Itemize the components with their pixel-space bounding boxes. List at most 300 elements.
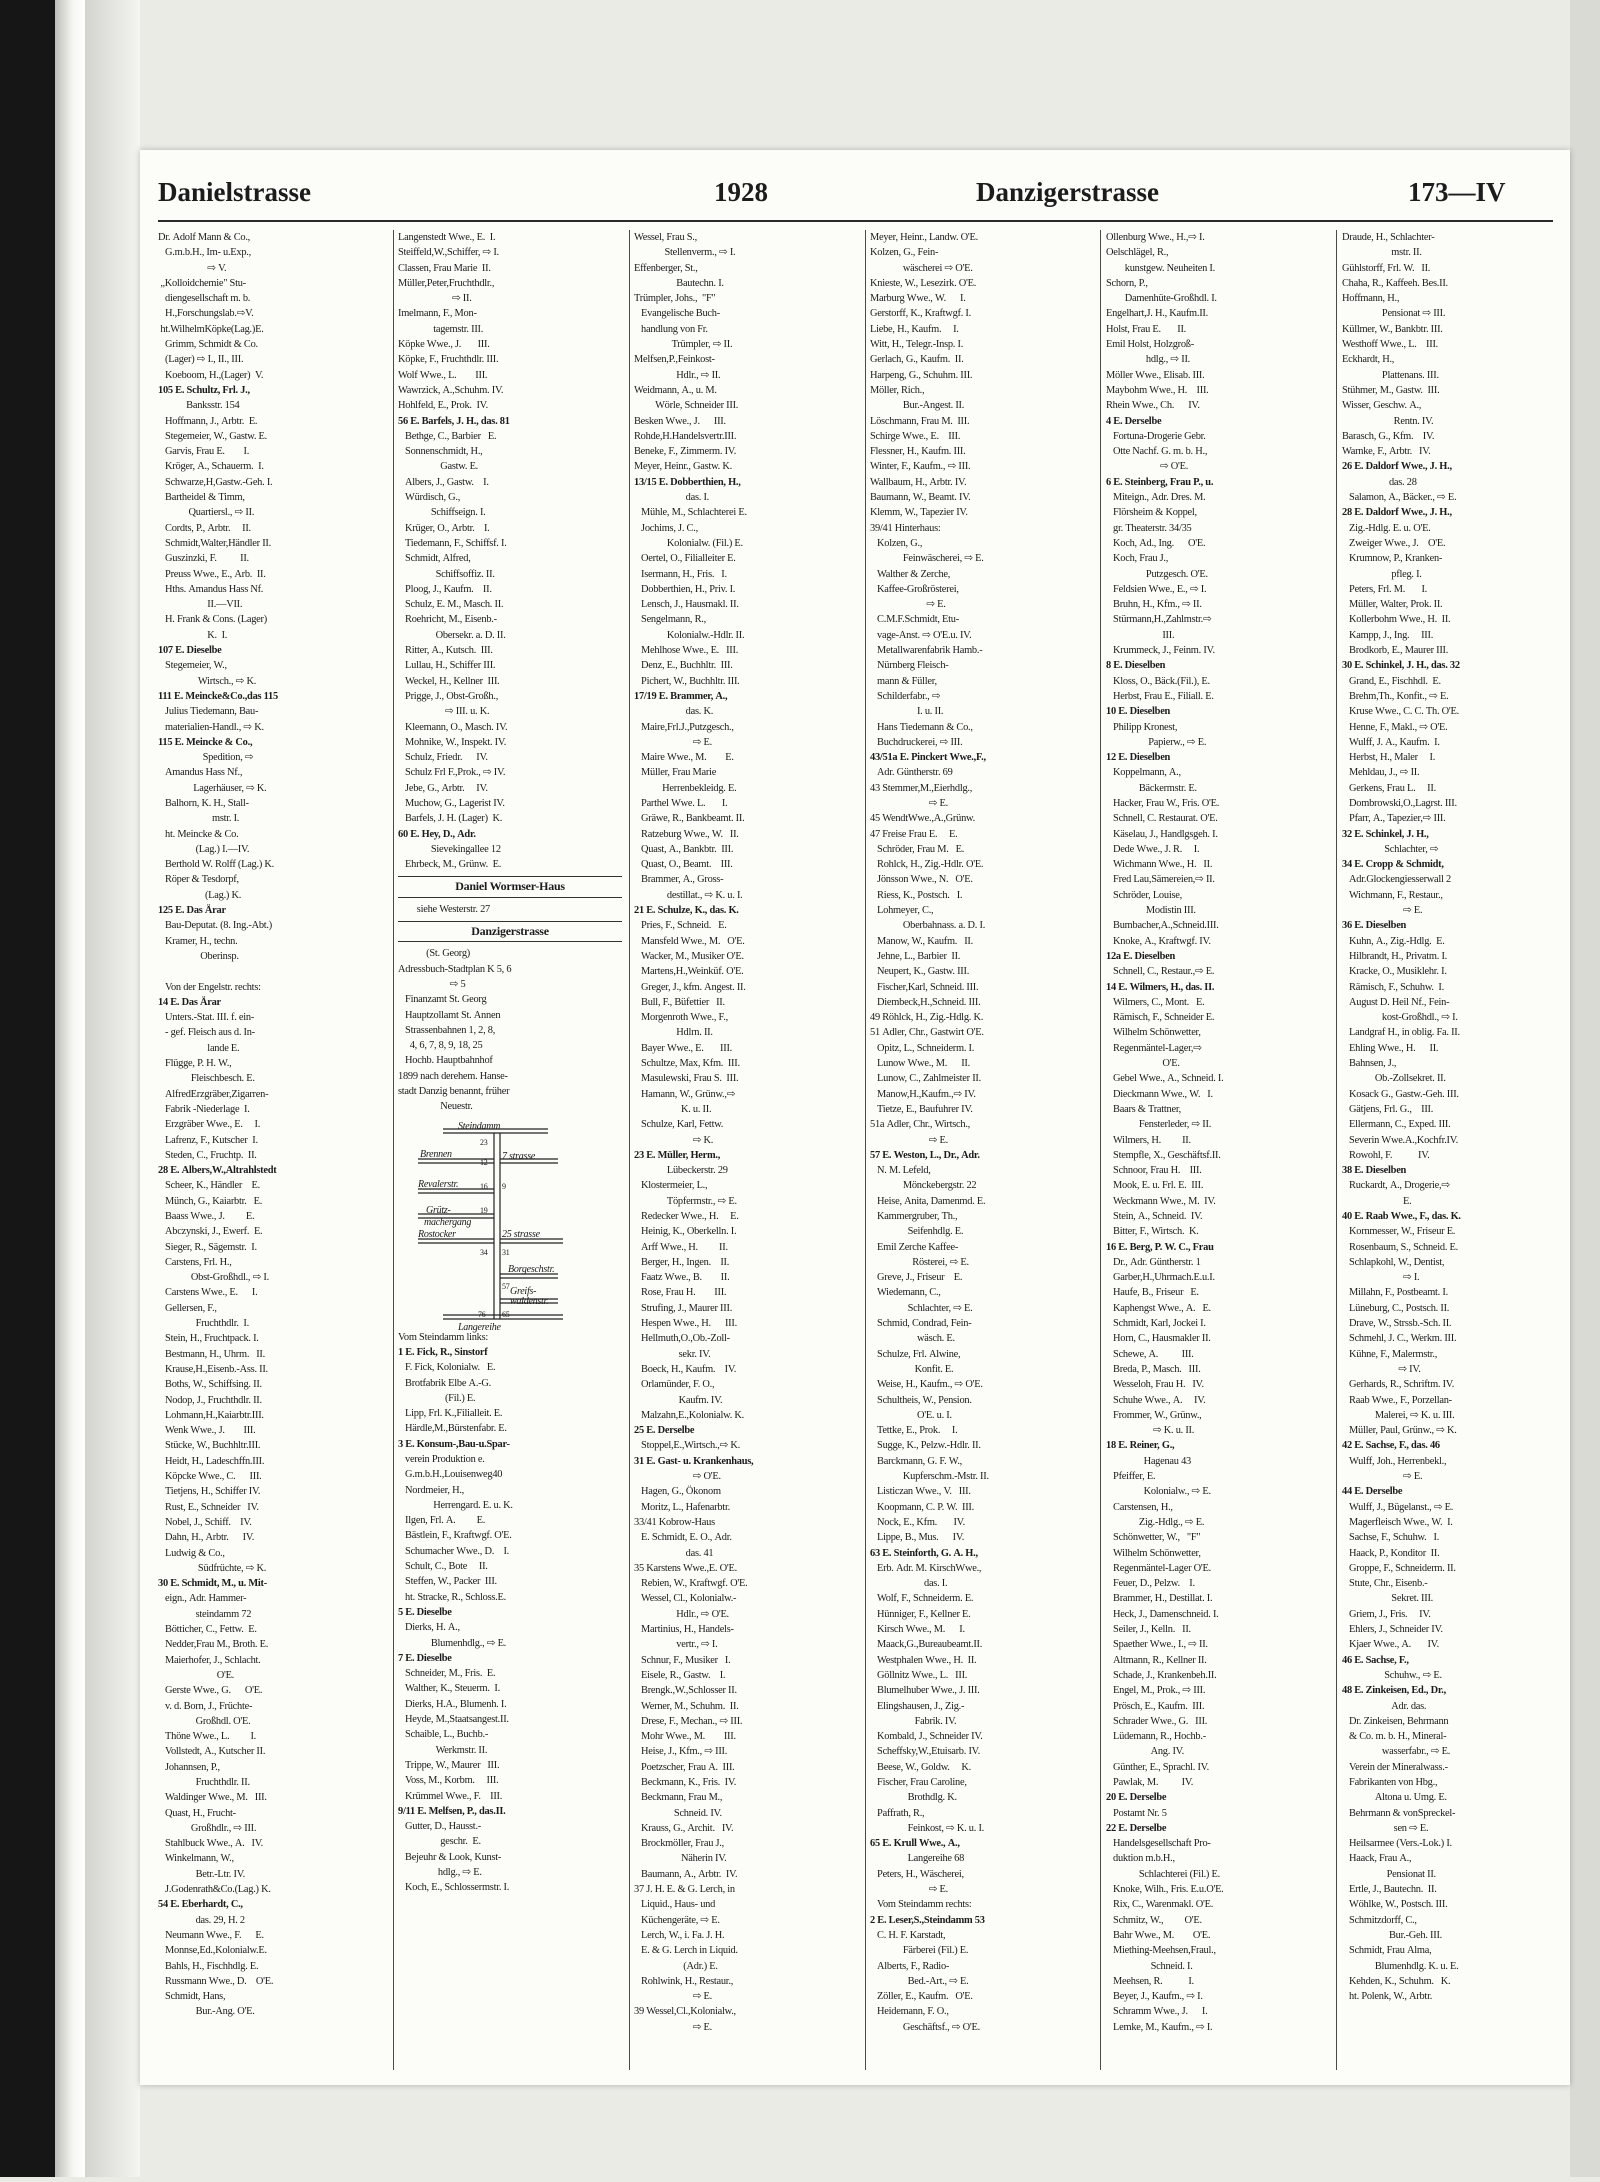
directory-entry: (Fil.) E.: [398, 1392, 476, 1404]
directory-entry: Stahlbuck Wwe., A. IV.: [158, 1838, 264, 1850]
directory-entry: Fortuna-Drogerie Gebr.: [1106, 430, 1206, 442]
directory-entry: Amandus Hass Nf.,: [158, 767, 243, 779]
directory-entry: ⇨ V.: [158, 262, 227, 274]
directory-entry: Besken Wwe., J. III.: [634, 415, 726, 427]
directory-entry: duktion m.b.H.,: [1106, 1853, 1175, 1865]
directory-entry: Ehlers, J., Schneider IV.: [1342, 1624, 1443, 1636]
map-street-label: Steindamm: [458, 1120, 501, 1132]
directory-entry: steindamm 72: [158, 1608, 252, 1620]
directory-entry: 39 Wessel,Cl.,Kolonialw.,: [634, 2006, 736, 2018]
directory-entry: Bestmann, H., Uhrm. II.: [158, 1348, 265, 1360]
directory-entry: Otte Nachf. G. m. b. H.,: [1106, 446, 1208, 458]
directory-entry: Schlachter, ⇨ E.: [870, 1302, 973, 1314]
directory-entry: Schneider, M., Fris. E.: [398, 1668, 496, 1680]
directory-entry: Schmitz, W., O'E.: [1106, 1914, 1202, 1926]
directory-entry: Cordts, P., Arbtr. II.: [158, 522, 251, 534]
directory-entry: Färberei (Fil.) E.: [870, 1945, 969, 1957]
directory-entry: Thöne Wwe., L. I.: [158, 1731, 257, 1743]
directory-entry: Schulze, Frl. Alwine,: [870, 1348, 961, 1360]
directory-entry: 30 E. Schinkel, J. H., das. 32: [1342, 660, 1460, 672]
directory-entry: Bayer Wwe., E. III.: [634, 1042, 733, 1054]
directory-entry: Isermann, H., Fris. I.: [634, 568, 727, 580]
directory-entry: Bed.-Art., ⇨ E.: [870, 1975, 969, 1987]
map-house-number: 65: [502, 1309, 510, 1319]
book-spine: [55, 0, 85, 2177]
directory-entry: Stoppel,E.,Wirtsch.,⇨ K.: [634, 1440, 741, 1452]
directory-entry: Baass Wwe., J. E.: [158, 1211, 255, 1222]
directory-entry: Lagerhäuser, ⇨ K.: [158, 782, 267, 794]
directory-entry: Faatz Wwe., B. II.: [634, 1272, 730, 1284]
directory-entry: Kühne, F., Malermstr.,: [1342, 1348, 1438, 1360]
directory-entry: hdlg., ⇨ II.: [1106, 354, 1190, 366]
directory-entry: Bahnsen, J.,: [1342, 1058, 1397, 1070]
directory-entry: Nordmeier, H.,: [398, 1484, 465, 1496]
directory-entry: geschr. E.: [398, 1836, 481, 1848]
directory-entry: Röper & Tesdorpf,: [158, 874, 239, 886]
directory-entry: 14 E. Wilmers, H., das. II.: [1106, 981, 1215, 993]
directory-entry: Pawlak, M. IV.: [1106, 1776, 1194, 1788]
directory-entry: „Kolloidchemie" Stu-: [158, 277, 246, 289]
directory-entry: Diembeck,H.,Schneid. III.: [870, 996, 981, 1008]
directory-entry: Rosenbaum, S., Schneid. E.: [1342, 1241, 1458, 1253]
directory-entry: Hoffmann, J., Arbtr. E.: [158, 415, 258, 427]
map-street-label: Revalerstr.: [418, 1178, 459, 1190]
directory-entry: Boeck, H., Kaufm. IV.: [634, 1363, 737, 1375]
directory-entry: Töpfermstr., ⇨ E.: [634, 1195, 737, 1207]
directory-entry: Arff Wwe., H. II.: [634, 1241, 728, 1253]
directory-entry: Schultze, Max, Kfm. III.: [634, 1058, 740, 1070]
directory-entry: Spedition, ⇨: [158, 752, 254, 764]
directory-entry: gr. Theaterstr. 34/35: [1106, 522, 1192, 534]
directory-entry: Oberbahnass. a. D. I.: [870, 920, 986, 932]
directory-entry: Prösch, E., Kaufm. III.: [1106, 1700, 1205, 1712]
directory-entry: Seiler, J., Kelln. II.: [1106, 1624, 1191, 1636]
directory-entry: destillat., ⇨ K. u. I.: [634, 889, 743, 901]
directory-entry: Orlamünder, F. O.,: [634, 1379, 715, 1391]
directory-entry: Johannsen, P.,: [158, 1761, 220, 1773]
directory-entry: Maire Wwe., M. E.: [634, 752, 734, 764]
directory-entry: Sieger, R., Sägemstr. I.: [158, 1241, 257, 1253]
directory-entry: Philipp Kronest,: [1106, 721, 1178, 733]
directory-entry: Feinkost, ⇨ K. u. I.: [870, 1822, 985, 1834]
directory-entry: Moritz, L., Hafenarbtr.: [634, 1501, 730, 1513]
directory-entry: Rösterei, ⇨ E.: [870, 1256, 969, 1268]
directory-entry: 47 Freise Frau E. E.: [870, 828, 958, 840]
directory-entry: Baumann, A., Arbtr. IV.: [634, 1868, 738, 1880]
map-street-label: 25 strasse: [502, 1228, 540, 1240]
directory-entry: Sachse, F., Schuhw. I.: [1342, 1532, 1440, 1544]
directory-entry: Bitter, F., Wirtsch. K.: [1106, 1226, 1199, 1238]
directory-entry: 20 E. Derselbe: [1106, 1792, 1167, 1804]
directory-entry: Malerei, ⇨ K. u. III.: [1342, 1409, 1455, 1421]
directory-entry: Altona u. Umg. E.: [1342, 1792, 1447, 1804]
directory-entry: Walther & Zerche,: [870, 568, 951, 580]
directory-entry: Rebien, W., Kraftwgf. O'E.: [634, 1578, 748, 1590]
directory-entry: 12a E. Dieselben: [1106, 950, 1176, 962]
map-street-label: Brennen: [420, 1148, 452, 1160]
directory-entry: ⇨ K. u. II.: [1106, 1425, 1195, 1437]
directory-entry: Herbst, Frau E., Filiall. E.: [1106, 690, 1214, 702]
directory-entry: Harpeng, G., Schuhm. III.: [870, 369, 973, 381]
directory-entry: Lunow Wwe., M. II.: [870, 1058, 970, 1070]
directory-entry: Putzgesch. O'E.: [1106, 568, 1208, 580]
directory-columns: [158, 230, 1553, 2070]
directory-entry: Preuss Wwe., E., Arb. II.: [158, 568, 266, 580]
directory-entry: [158, 964, 386, 979]
directory-entry: Baars & Trattner,: [1106, 1103, 1182, 1115]
directory-entry: Emil Zerche Kaffee-: [870, 1241, 959, 1253]
directory-entry: Opitz, L., Schneiderm. I.: [870, 1042, 975, 1054]
directory-entry: Kombald, J., Schneider IV.: [870, 1731, 983, 1743]
directory-entry: 30 E. Schmidt, M., u. Mit-: [158, 1578, 267, 1590]
directory-entry: ⇨ E.: [1342, 1471, 1423, 1483]
directory-entry: 51 Adler, Chr., Gastwirt O'E.: [870, 1027, 984, 1039]
directory-entry: Göllnitz Wwe., L. III.: [870, 1669, 968, 1681]
directory-entry: Stellenverm., ⇨ I.: [634, 247, 736, 259]
directory-entry: vertr., ⇨ I.: [634, 1639, 718, 1651]
directory-entry: 35 Karstens Wwe.,E. O'E.: [634, 1562, 737, 1574]
directory-entry: Küllmer, W., Bankbtr. III.: [1342, 323, 1443, 335]
directory-entry: N. M. Lefeld,: [870, 1165, 931, 1177]
directory-entry: Härdle,M.,Bürstenfabr. E.: [398, 1423, 507, 1435]
directory-entry: Lemke, M., Kaufm., ⇨ I.: [1106, 2021, 1213, 2033]
directory-entry: Schulz, E. M., Masch. II.: [398, 599, 504, 611]
directory-entry: Gerkens, Frau L. II.: [1342, 782, 1436, 794]
directory-entry: Alberts, F., Radio-: [870, 1960, 950, 1972]
directory-entry: Magerfleisch Wwe., W. I.: [1342, 1516, 1453, 1528]
directory-entry: Westhoff Wwe., L. III.: [1342, 339, 1439, 351]
directory-entry: 45 WendtWwe.,A.,Grünw.: [870, 813, 975, 825]
map-house-number: 57: [502, 1281, 510, 1291]
directory-entry: Quartiersl., ⇨ II.: [158, 507, 255, 519]
directory-entry: 28 E. Albers,W.,Altrahlstedt: [158, 1165, 277, 1177]
directory-entry: Heyde, M.,Staatsangest.II.: [398, 1714, 509, 1726]
directory-entry: Roehricht, M., Eisenb.-: [398, 614, 497, 626]
directory-entry: Wulff, J. A., Kaufm. I.: [1342, 736, 1440, 748]
directory-entry: Kollerbohm Wwe., H. II.: [1342, 614, 1451, 626]
directory-entry: Finanzamt St. Georg: [398, 994, 487, 1006]
directory-entry: hdlg., ⇨ E.: [398, 1867, 482, 1879]
directory-entry: Müller, Walter, Prok. II.: [1342, 599, 1443, 611]
directory-entry: Greve, J., Friseur E.: [870, 1272, 963, 1284]
directory-entry: Zig.-Hdlg., ⇨ E.: [1106, 1516, 1205, 1528]
directory-entry: Kirsch Wwe., M. I.: [870, 1624, 965, 1636]
directory-entry: Herrenbekleidg. E.: [634, 782, 737, 794]
directory-entry: Brengk.,W.,Schlosser II.: [634, 1685, 737, 1697]
directory-entry: Banksstr. 154: [158, 400, 240, 412]
directory-entry: Pfarr, A., Tapezier,⇨ III.: [1342, 813, 1446, 825]
directory-entry: Draude, H., Schlachter-: [1342, 232, 1435, 243]
directory-entry: Lüneburg, C., Postsch. II.: [1342, 1302, 1450, 1314]
directory-entry: Lübeckerstr. 29: [634, 1165, 728, 1177]
directory-entry: sekr. IV.: [634, 1348, 711, 1360]
directory-entry: Liquid., Haus- und: [634, 1899, 716, 1911]
directory-entry: Heise, Anita, Damenmd. E.: [870, 1195, 986, 1207]
directory-entry: Schmehl, J. C., Werkm. III.: [1342, 1333, 1457, 1345]
directory-entry: Klemm, W., Tapezier IV.: [870, 507, 968, 519]
directory-entry: E. Schmidt, E. O., Adr.: [634, 1532, 732, 1544]
directory-entry: Schnell, C. Restaurat. O'E.: [1106, 813, 1218, 825]
directory-entry: E.: [1342, 1195, 1412, 1207]
directory-entry: Stempfle, X., Geschäftsf.II.: [1106, 1149, 1221, 1161]
directory-entry: 40 E. Raab Wwe., F., das. K.: [1342, 1211, 1461, 1222]
directory-entry: ⇨ E.: [870, 1134, 948, 1146]
directory-entry: AlfredErzgräber,Zigarren-: [158, 1088, 269, 1100]
directory-entry: Wirtsch., ⇨ K.: [158, 675, 257, 687]
directory-entry: 18 E. Reiner, G.,: [1106, 1440, 1175, 1452]
directory-entry: Bull, F., Büfettier II.: [634, 996, 725, 1008]
directory-entry: ⇨ E.: [870, 599, 946, 611]
directory-entry: Manow, W., Kaufm. II.: [870, 935, 973, 947]
directory-entry: Dahn, H., Arbtr. IV.: [158, 1532, 255, 1544]
directory-entry: Maierhofer, J., Schlacht.: [158, 1654, 261, 1666]
directory-entry: Schilderfabr., ⇨: [870, 690, 941, 702]
directory-entry: Werner, M., Schuhm. II.: [634, 1700, 739, 1712]
directory-entry: Carstens, Frl. H.,: [158, 1256, 232, 1268]
scan-background-left: [0, 0, 55, 2177]
directory-entry: lande E.: [158, 1042, 240, 1054]
directory-entry: Wenk Wwe., J. III.: [158, 1425, 256, 1437]
page-number: 173—IV: [1408, 177, 1506, 207]
directory-entry: Tiedemann, F., Schiffsf. I.: [398, 537, 507, 549]
directory-entry: Ellermann, C., Exped. III.: [1342, 1119, 1451, 1131]
directory-entry: Riess, K., Postsch. I.: [870, 889, 963, 901]
directory-entry: Dieckmann Wwe., W. I.: [1106, 1088, 1213, 1100]
directory-entry: Berthold W. Rolff (Lag.) K.: [158, 859, 275, 871]
directory-entry: Mansfeld Wwe., M. O'E.: [634, 935, 745, 947]
directory-entry: Drave, W., Strssb.-Sch. II.: [1342, 1318, 1452, 1330]
directory-entry: Münch, G., Kaiarbtr. E.: [158, 1195, 263, 1207]
directory-entry: Kammergruber, Th.,: [870, 1211, 958, 1222]
directory-entry: mstr. II.: [1342, 247, 1422, 259]
directory-entry: Schmidt, Frau Alma,: [1342, 1945, 1432, 1957]
directory-entry: Waldinger Wwe., M. III.: [158, 1792, 267, 1804]
directory-entry: E. & G. Lerch in Liquid.: [634, 1945, 738, 1957]
directory-entry: 39/41 Hinterhaus:: [870, 522, 941, 534]
directory-entry: Müller, Paul, Grünw., ⇨ K.: [1342, 1425, 1457, 1437]
directory-entry: Pensionat ⇨ III.: [1342, 308, 1446, 320]
scan-background-right: [1570, 0, 1600, 2177]
directory-entry: ⇨ K.: [634, 1134, 714, 1146]
directory-entry: Bautechn. I.: [634, 277, 724, 289]
directory-entry: Miething-Meehsen,Fraul.,: [1106, 1945, 1216, 1957]
directory-entry: Damenhüte-Großhdl. I.: [1106, 293, 1217, 305]
directory-entry: Flessner, H., Kaufm. III.: [870, 446, 966, 458]
directory-entry: Hespen Wwe., H. III.: [634, 1318, 737, 1330]
directory-entry: Wolf, F., Schneiderm. E.: [870, 1593, 974, 1605]
directory-entry: Adr. Güntherstr. 69: [870, 767, 953, 779]
directory-entry: Koopmann, C. P. W. III.: [870, 1501, 974, 1513]
directory-entry: Löschmann, Frau M. III.: [870, 415, 970, 427]
directory-entry: Kolonialw. (Fil.) E.: [634, 537, 743, 549]
directory-entry: Breda, P., Masch. III.: [1106, 1363, 1201, 1375]
directory-entry: Poetzscher, Frau A. III.: [634, 1761, 735, 1773]
directory-entry: Drese, F., Mechan., ⇨ III.: [634, 1715, 743, 1727]
directory-entry: Guszinzki, F. II.: [158, 553, 249, 565]
directory-entry: Kaffee-Großrösterei,: [870, 583, 959, 595]
directory-entry: Brammer, H., Destillat. I.: [1106, 1593, 1213, 1605]
directory-entry: Brehm,Th., Konfit., ⇨ E.: [1342, 690, 1449, 702]
directory-entry: v. d. Born, J., Früchte-: [158, 1700, 253, 1712]
directory-entry: Kloss, O., Bäck.(Fil.), E.: [1106, 675, 1210, 687]
directory-entry: Kehden, K., Schuhm. K.: [1342, 1975, 1451, 1987]
directory-entry: Krümmel Wwe., F. III.: [398, 1790, 503, 1802]
directory-entry: Ploog, J., Kaufm. II.: [398, 583, 492, 595]
directory-entry: Möller Wwe., Elisab. III.: [1106, 369, 1205, 381]
year-heading: 1928: [714, 177, 768, 207]
directory-entry: C. H. F. Karstadt,: [870, 1929, 946, 1941]
directory-entry: Tietjens, H., Schiffer IV.: [158, 1486, 261, 1498]
directory-entry: Barasch, G., Kfm. IV.: [1342, 430, 1435, 442]
directory-entry: mstr. I.: [158, 813, 240, 825]
directory-entry: Möller, Rich.,: [870, 384, 925, 396]
directory-entry: Nock, E., Kfm. IV.: [870, 1516, 965, 1528]
directory-entry: Russmann Wwe., D. O'E.: [158, 1975, 274, 1987]
directory-entry: Schlachter, ⇨: [1342, 843, 1439, 855]
directory-entry: 44 E. Derselbe: [1342, 1486, 1403, 1498]
directory-entry: O'E. u. I.: [870, 1409, 952, 1421]
directory-entry: Listiczan Wwe., V. III.: [870, 1486, 971, 1498]
directory-entry: 46 E. Sachse, F.,: [1342, 1654, 1409, 1666]
directory-entry: Kaphengst Wwe., A. E.: [1106, 1302, 1211, 1314]
map-house-number: 23: [480, 1137, 488, 1147]
directory-entry: Feinwäscherei, ⇨ E.: [870, 553, 984, 565]
directory-page: [140, 150, 1570, 2085]
directory-entry: Bahls, H., Fischhdlg. E.: [158, 1960, 259, 1972]
directory-entry: 10 E. Dieselben: [1106, 706, 1171, 718]
directory-entry: Herrengard. E. u. K.: [398, 1499, 513, 1511]
directory-entry: Oelschlägel, R.,: [1106, 247, 1169, 259]
directory-entry: Dobberthien, H., Priv. I.: [634, 583, 736, 595]
directory-entry: Gellersen, F.,: [158, 1302, 217, 1314]
directory-entry: Walther, K., Steuerm. I.: [398, 1683, 500, 1695]
directory-entry: 4 E. Derselbe: [1106, 415, 1162, 427]
directory-entry: Wiedemann, C.,: [870, 1287, 941, 1299]
directory-entry: Kjaer Wwe., A. IV.: [1342, 1639, 1439, 1651]
directory-entry: 60 E. Hey, D., Adr.: [398, 828, 476, 840]
directory-entry: das. 29, H. 2: [158, 1914, 245, 1926]
directory-entry: K. u. II.: [634, 1103, 712, 1115]
directory-entry: Martens,H.,Weinküf. O'E.: [634, 966, 744, 978]
directory-entry: Tettke, E., Prok. I.: [870, 1425, 958, 1437]
header-rule: [158, 220, 1553, 222]
map-street-label: 7 strasse: [502, 1150, 536, 1162]
directory-entry: Gebel Wwe., A., Schneid. I.: [1106, 1073, 1224, 1085]
directory-entry: Rämisch, F., Schuhw. I.: [1342, 981, 1444, 993]
directory-entry: Bruhn, H., Kfm., ⇨ II.: [1106, 599, 1202, 611]
directory-entry: pfleg. I.: [1342, 568, 1422, 580]
directory-entry: Haufe, B., Friseur E.: [1106, 1287, 1199, 1299]
directory-entry: (St. Georg): [398, 948, 470, 960]
directory-entry: G.m.b.H., Im- u.Exp.,: [158, 247, 251, 259]
directory-entry: Sonnenschmidt, H.,: [398, 446, 483, 458]
directory-entry: Betr.-Ltr. IV.: [158, 1868, 245, 1880]
directory-entry: Kleemann, O., Masch. IV.: [398, 721, 508, 733]
directory-entry: Trümpler, Johs., "F": [634, 293, 716, 305]
directory-entry: Eckhardt, H.,: [1342, 354, 1395, 366]
directory-entry: Knieste, W., Lesezirk. O'E.: [870, 277, 977, 289]
directory-entry: Zweiger Wwe., J. O'E.: [1342, 537, 1446, 549]
directory-entry: G.m.b.H.,Louisenweg40: [398, 1469, 503, 1481]
directory-entry: Ruckardt, A., Drogerie,⇨: [1342, 1180, 1450, 1192]
directory-entry: eign., Adr. Hammer-: [158, 1593, 247, 1605]
directory-entry: Peters, Frl. M. I.: [1342, 583, 1428, 595]
directory-entry: Bejeuhr & Look, Kunst-: [398, 1851, 502, 1863]
directory-entry: Dierks, H.A., Blumenh. I.: [398, 1698, 507, 1710]
directory-entry: Wichmann Wwe., H. II.: [1106, 859, 1213, 871]
directory-entry: Quast, O., Beamt. III.: [634, 859, 733, 871]
street-sketch-map: [398, 1119, 580, 1333]
directory-entry: Hans Tiedemann & Co.,: [870, 721, 973, 733]
directory-entry: Jehne, L., Barbier II.: [870, 950, 961, 962]
directory-entry: stadt Danzig benannt, früher: [398, 1086, 510, 1098]
directory-entry: Miteign., Adr. Dres. M.: [1106, 492, 1206, 504]
page-header: [158, 177, 1553, 217]
directory-entry: Pries, F., Schneid. E.: [634, 920, 727, 932]
directory-entry: Grimm, Schmidt & Co.: [158, 339, 258, 351]
directory-entry: Bästlein, F., Kraftwgf. O'E.: [398, 1530, 512, 1542]
directory-entry: Hauptzollamt St. Annen: [398, 1009, 501, 1021]
directory-entry: Schönwetter, W., "F": [1106, 1532, 1201, 1544]
directory-entry: & Co. m. b. H., Mineral-: [1342, 1731, 1447, 1743]
directory-entry: Mohr Wwe., M. III.: [634, 1731, 736, 1743]
directory-entry: Denz, E., Buchhltr. III.: [634, 660, 733, 672]
directory-entry: Wulff, Joh., Herrenbekl.,: [1342, 1455, 1447, 1467]
directory-entry: Mehlhose Wwe., E. III.: [634, 645, 739, 657]
directory-entry: Schramm Wwe., J. I.: [1106, 2006, 1208, 2018]
directory-entry: Fleischbesch. E.: [158, 1073, 255, 1085]
directory-entry: C.M.F.Schmidt, Etu-: [870, 614, 959, 626]
directory-entry: Lohmann,H.,Kaiarbtr.III.: [158, 1409, 264, 1421]
directory-entry: Dr. Zinkeisen, Behrmann: [1342, 1715, 1449, 1727]
directory-entry: Schnur, F., Musiker I.: [634, 1654, 731, 1666]
directory-entry: Sengelmann, R.,: [634, 614, 706, 626]
directory-entry: Seifenhdlg. E.: [870, 1226, 964, 1238]
directory-entry: Wöhlke, W., Postsch. III.: [1342, 1899, 1448, 1911]
directory-entry: Langenstedt Wwe., E. I.: [398, 232, 496, 243]
directory-entry: Schultheis, W., Pension.: [870, 1394, 972, 1406]
directory-entry: Bethge, C., Barbier E.: [398, 430, 497, 442]
directory-entry: Fabrikanten von Hbg.,: [1342, 1776, 1438, 1788]
directory-entry: Sekret. III.: [1342, 1593, 1434, 1605]
directory-entry: Stein, A., Schneid. IV.: [1106, 1211, 1203, 1222]
directory-entry: J.Godenrath&Co.(Lag.) K.: [158, 1884, 271, 1896]
directory-entry: Papierw., ⇨ E.: [1106, 736, 1207, 748]
directory-entry: Flügge, P. H. W.,: [158, 1058, 232, 1070]
street-left-heading: Danielstrasse: [158, 177, 311, 207]
directory-entry: 4, 6, 7, 8, 9, 18, 25: [398, 1040, 483, 1052]
directory-entry: 111 E. Meincke&Co.,das 115: [158, 690, 278, 702]
directory-entry: Strufing, J., Maurer III.: [634, 1302, 733, 1314]
directory-entry: Westphalen Wwe., H. II.: [870, 1654, 977, 1666]
directory-entry: verein Produktion e.: [398, 1454, 485, 1465]
directory-entry: Engelhart,J. H., Kaufm.II.: [1106, 308, 1208, 320]
directory-entry: 17/19 E. Brammer, A.,: [634, 690, 728, 702]
directory-entry: Koch, E., Schlossermstr. I.: [398, 1882, 510, 1894]
directory-entry: Bäckermstr. E.: [1106, 782, 1197, 794]
directory-entry: 9/11 E. Melfsen, P., das.II.: [398, 1805, 506, 1817]
directory-entry: Schröder, Frau M. E.: [870, 843, 965, 855]
directory-entry: 115 E. Meincke & Co.,: [158, 736, 253, 748]
directory-entry: das. 28: [1342, 476, 1417, 488]
directory-entry: Morgenroth Wwe., F.,: [634, 1012, 728, 1024]
directory-entry: 43/51a E. Pinckert Wwe.,F.,: [870, 752, 986, 764]
directory-entry: Zig.-Hdlg. E. u. O'E.: [1342, 522, 1431, 534]
directory-entry: H. Frank & Cons. (Lager): [158, 614, 267, 626]
directory-entry: Wilmers, H. II.: [1106, 1134, 1191, 1146]
directory-entry: 51a Adler, Chr., Wirtsch.,: [870, 1119, 971, 1131]
directory-entry: kunstgew. Neuheiten I.: [1106, 262, 1215, 274]
